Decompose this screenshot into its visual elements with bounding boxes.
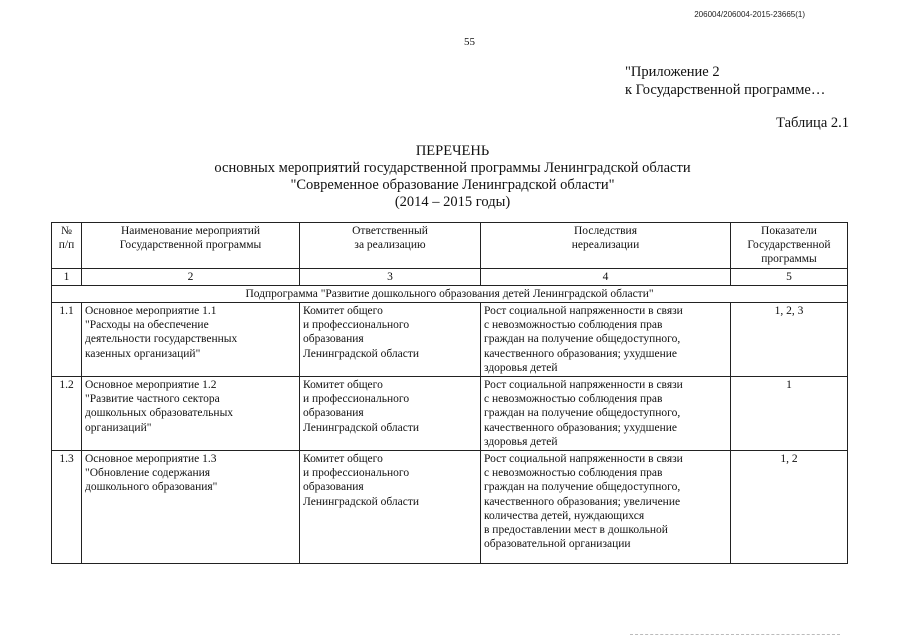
header-responsible: Ответственный за реализацию — [300, 223, 481, 269]
title-line: основных мероприятий государственной программы Ленинградской области — [214, 160, 691, 176]
activity-name: Основное мероприятие 1.1 "Расходы на обеспечение деятельности государственных казенных организаций" — [82, 303, 300, 377]
header-indicators: Показатели Государственной программы — [731, 223, 848, 269]
table-row — [52, 377, 848, 451]
column-number: 4 — [481, 268, 731, 285]
table-row — [52, 451, 848, 564]
document-title — [0, 143, 905, 211]
consequences-text: Рост социальной напряженности в связи с невозможностью соблюдения прав граждан на получение общедоступного, качественного образования; ухудшение здоровья детей — [481, 377, 731, 451]
row-number: 1.3 — [52, 451, 82, 564]
table-label: Таблица 2.1 — [776, 115, 849, 131]
appendix-note — [625, 63, 825, 99]
responsible-body: Комитет общего и профессионального образования Ленинградской области — [300, 377, 481, 451]
column-number-row — [52, 268, 848, 285]
indicators-value: 1, 2 — [731, 451, 848, 564]
title-line: (2014 – 2015 годы) — [394, 194, 511, 210]
indicators-value: 1 — [731, 377, 848, 451]
responsible-body: Комитет общего и профессионального образования Ленинградской области — [300, 303, 481, 377]
row-number: 1.2 — [52, 377, 82, 451]
page-number: 55 — [464, 36, 475, 48]
column-number: 3 — [300, 268, 481, 285]
appendix-line: к Государственной программе… — [625, 82, 826, 98]
header-consequences: Последствия нереализации — [481, 223, 731, 269]
consequences-text: Рост социальной напряженности в связи с невозможностью соблюдения прав граждан на получение общедоступного, качественного образования; ухудшение здоровья детей — [481, 303, 731, 377]
column-number: 5 — [731, 268, 848, 285]
subprogram-title: Подпрограмма "Развитие дошкольного образования детей Ленинградской области" — [52, 285, 848, 302]
header-number: № п/п — [52, 223, 82, 269]
consequences-text: Рост социальной напряженности в связи с невозможностью соблюдения прав граждан на получение общедоступного, качественного образования; увеличение количества детей, нуждающихся в предоставлении мест в дошкольной образовательной организации — [481, 451, 731, 564]
column-number: 2 — [82, 268, 300, 285]
title-line: ПЕРЕЧЕНЬ — [415, 143, 490, 159]
table-row — [52, 303, 848, 377]
header-activity-name: Наименование мероприятий Государственной программы — [82, 223, 300, 269]
activity-name: Основное мероприятие 1.3 "Обновление содержания дошкольного образования" — [82, 451, 300, 564]
subprogram-row — [52, 285, 848, 302]
table-header-row — [52, 223, 848, 269]
row-number: 1.1 — [52, 303, 82, 377]
activities-table — [51, 222, 848, 564]
responsible-body: Комитет общего и профессионального образования Ленинградской области — [300, 451, 481, 564]
document-id: 206004/206004-2015-23665(1) — [694, 10, 805, 19]
activity-name: Основное мероприятие 1.2 "Развитие частного сектора дошкольных образовательных организаций" — [82, 377, 300, 451]
scan-edge-mark — [630, 634, 840, 637]
column-number: 1 — [52, 268, 82, 285]
title-line: "Современное образование Ленинградской области" — [290, 177, 615, 193]
indicators-value: 1, 2, 3 — [731, 303, 848, 377]
appendix-line: "Приложение 2 — [625, 64, 720, 80]
